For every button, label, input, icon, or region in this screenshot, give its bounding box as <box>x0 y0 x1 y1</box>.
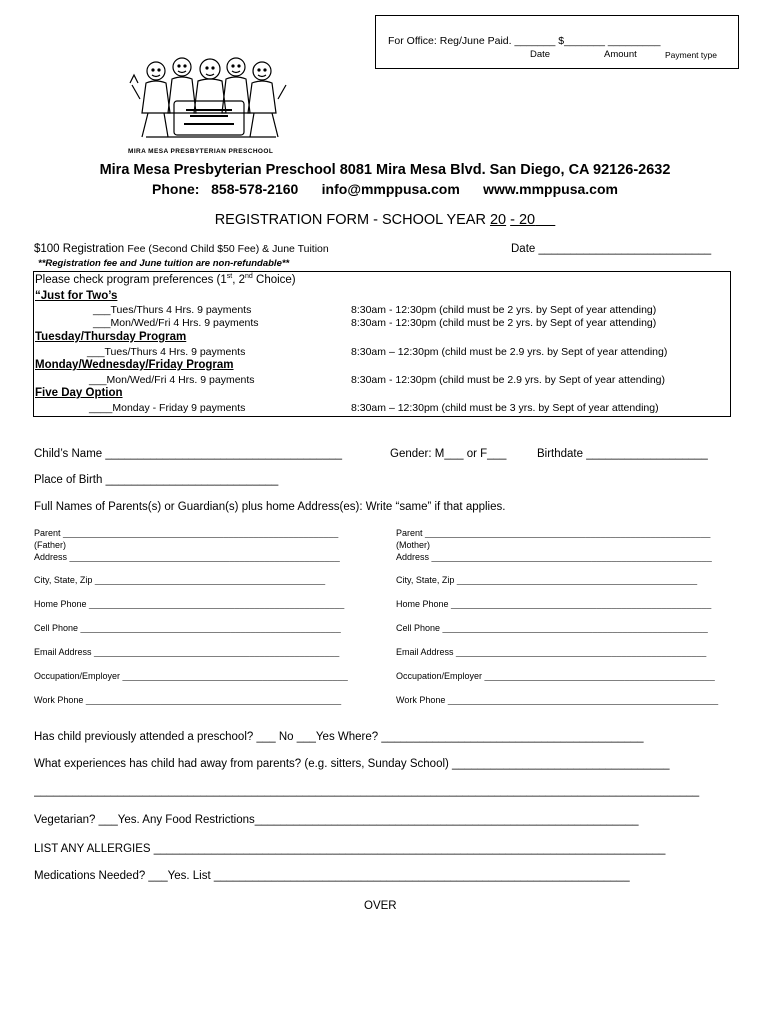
program-preferences-box <box>33 271 731 417</box>
parents-instructions: Full Names of Parents(s) or Guardian(s) plus home Address(es): Write “same” if that applies. <box>34 501 506 513</box>
father-email-field[interactable]: Email Address _________________________________________________ <box>34 647 340 657</box>
office-use-line: For Office: Reg/June Paid. _______ $_______ _________ <box>388 35 661 47</box>
time-twos-mon-wed-fri: 8:30am - 12:30pm (child must be 2 yrs. by Sept of year attending) <box>351 317 657 329</box>
birthdate-field[interactable]: Birthdate ___________________ <box>537 448 708 460</box>
date-field[interactable]: Date ___________________________ <box>511 243 712 255</box>
fees-detail: Fee (Second Child $50 Fee) & June Tuition <box>127 243 329 255</box>
phone-number: 858-578-2160 <box>211 181 299 197</box>
option-mwf[interactable]: ___Mon/Wed/Fri 4 Hrs. 9 payments <box>89 374 255 386</box>
mother-city-field[interactable]: City, State, Zip ________________________________________________ <box>396 575 698 585</box>
father-address-field[interactable]: Address ______________________________________________________ <box>34 552 340 562</box>
vegetarian-field[interactable]: Vegetarian? ___Yes. Any Food Restrictions____________________________________________________________ <box>34 814 639 826</box>
place-of-birth-field[interactable]: Place of Birth ___________________________ <box>34 474 279 486</box>
office-amount-label: Amount <box>604 49 637 60</box>
office-date-label: Date <box>530 49 551 60</box>
group-title-tues-thurs: Tuesday/Thursday Program <box>35 331 187 343</box>
time-five-day: 8:30am – 12:30pm (child must be 3 yrs. by Sept of year attending) <box>351 402 659 414</box>
office-use-box <box>375 15 739 69</box>
school-logo <box>126 53 294 157</box>
father-work-phone-field[interactable]: Work Phone ___________________________________________________ <box>34 695 342 705</box>
group-title-twos: “Just for Two’s <box>35 290 118 302</box>
program-preferences-intro: Please check program preferences (1st, 2nd Choice) <box>35 273 296 286</box>
experiences-field[interactable]: What experiences has child had away from parents? (e.g. sitters, Sunday School) __________________________________ <box>34 758 670 770</box>
medications-field[interactable]: Medications Needed? ___Yes. List _________________________________________________________________ <box>34 870 630 882</box>
father-home-phone-field[interactable]: Home Phone ___________________________________________________ <box>34 599 345 609</box>
option-twos-mon-wed-fri[interactable]: ___Mon/Wed/Fri 4 Hrs. 9 payments <box>93 317 259 329</box>
father-label: (Father) <box>34 540 67 550</box>
phone-label: Phone: <box>152 181 200 197</box>
father-cell-phone-field[interactable]: Cell Phone ____________________________________________________ <box>34 623 341 633</box>
fees-line <box>34 243 329 255</box>
website: www.mmppusa.com <box>483 181 618 197</box>
option-twos-tues-thurs[interactable]: ___Tues/Thurs 4 Hrs. 9 payments <box>93 304 252 316</box>
mother-parent-field[interactable]: Parent _________________________________________________________ <box>396 528 711 538</box>
email-address: info@mmppusa.com <box>321 181 460 197</box>
option-tues-thurs[interactable]: ___Tues/Thurs 4 Hrs. 9 payments <box>87 346 246 358</box>
group-title-mwf: Monday/Wednesday/Friday Program <box>35 359 234 371</box>
logo-caption: MIRA MESA PRESBYTERIAN PRESCHOOL <box>128 148 274 155</box>
childs-name-field[interactable]: Child’s Name _____________________________________ <box>34 448 343 460</box>
previous-preschool-field[interactable]: Has child previously attended a preschool? ___ No ___Yes Where? _________________________________________ <box>34 731 644 743</box>
time-tues-thurs: 8:30am – 12:30pm (child must be 2.9 yrs. by Sept of year attending) <box>351 346 668 358</box>
mother-work-phone-field[interactable]: Work Phone ______________________________________________________ <box>396 695 719 705</box>
year-to: - 20 <box>510 212 536 228</box>
allergies-field[interactable]: LIST ANY ALLERGIES ________________________________________________________________________________ <box>34 843 666 855</box>
mother-home-phone-field[interactable]: Home Phone ____________________________________________________ <box>396 599 712 609</box>
registration-fee: $100 Registration <box>34 243 125 255</box>
experiences-extra-line[interactable]: ________________________________________________________________________________________________________ <box>34 785 700 797</box>
over-page-label: OVER <box>364 900 397 912</box>
father-city-field[interactable]: City, State, Zip ______________________________________________ <box>34 575 326 585</box>
gender-field[interactable]: Gender: M___ or F___ <box>390 448 507 460</box>
time-twos-tues-thurs: 8:30am - 12:30pm (child must be 2 yrs. by Sept of year attending) <box>351 304 657 316</box>
year-from: 20 <box>489 212 507 228</box>
father-parent-field[interactable]: Parent _______________________________________________________ <box>34 528 339 538</box>
form-title-text: REGISTRATION FORM - SCHOOL YEAR <box>214 212 486 228</box>
mother-occupation-field[interactable]: Occupation/Employer ______________________________________________ <box>396 671 715 681</box>
mother-label: (Mother) <box>396 540 431 550</box>
group-title-five-day: Five Day Option <box>35 387 123 399</box>
contact-line <box>0 181 770 197</box>
mother-email-field[interactable]: Email Address __________________________________________________ <box>396 647 707 657</box>
non-refundable-note: **Registration fee and June tuition are non-refundable** <box>38 258 290 269</box>
form-title <box>0 212 770 228</box>
office-payment-type-label: Payment type <box>665 50 717 60</box>
mother-address-field[interactable]: Address ________________________________________________________ <box>396 552 712 562</box>
school-address-heading: Mira Mesa Presbyterian Preschool 8081 Mira Mesa Blvd. San Diego, CA 92126-2632 <box>99 162 671 178</box>
mother-cell-phone-field[interactable]: Cell Phone _____________________________________________________ <box>396 623 708 633</box>
father-occupation-field[interactable]: Occupation/Employer _____________________________________________ <box>34 671 348 681</box>
option-five-day[interactable]: ____Monday - Friday 9 payments <box>89 402 246 414</box>
time-mwf: 8:30am - 12:30pm (child must be 2.9 yrs. by Sept of year attending) <box>351 374 665 386</box>
